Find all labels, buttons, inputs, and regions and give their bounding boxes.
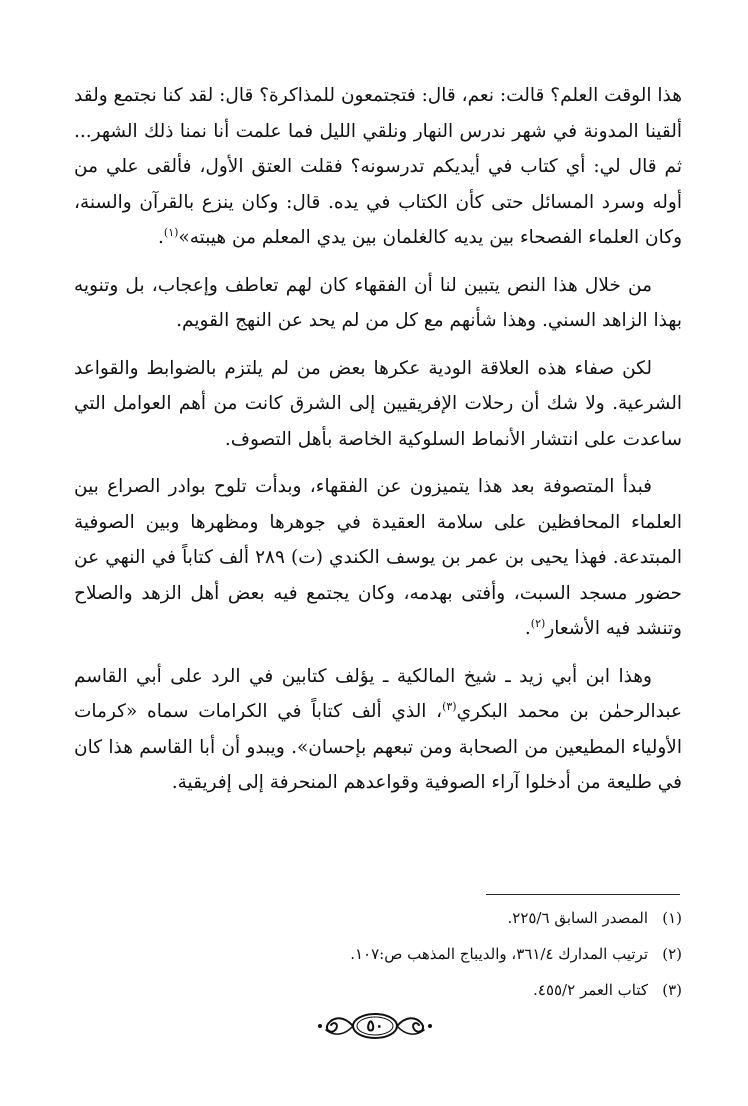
paragraph-4 [74, 469, 682, 647]
footnote-1-number: (١) [662, 909, 682, 927]
paragraph-5-text: وهذا ابن أبي زيد ـ شيخ المالكية ـ يؤلف كتابين في الرد على أبي القاسم عبدالرحمٰن بن محمد البكري [74, 665, 682, 722]
paragraph-2 [74, 268, 682, 339]
footnote-ref-2[interactable]: (٢) [530, 616, 546, 630]
paragraph-3-text: لكن صفاء هذه العلاقة الودية عكرها بعض من لم يلتزم بالضوابط والقواعد الشرعية. ولا شك أن رحلات الإفريقيين إلى الشرق كانت من أهم العوامل التي ساعدت على انتشار الأنماط السلوكية الخاصة بأهل التصوف. [74, 357, 682, 450]
footnote-3 [74, 972, 682, 1008]
footnote-ref-3[interactable]: (٣) [442, 699, 457, 713]
paragraph-5 [74, 659, 682, 801]
paragraph-1 [74, 78, 682, 256]
footnote-2-text: ترتيب المدارك ٣٦١/٤، والديباج المذهب ص:١٠٧. [350, 945, 648, 963]
page-number: ٥٠ [366, 1016, 384, 1035]
footnote-1-text: المصدر السابق ٢٢٥/٦. [507, 909, 648, 927]
footnote-3-number: (٣) [662, 981, 682, 999]
footnote-2 [74, 936, 682, 972]
footnote-1 [74, 900, 682, 936]
paragraph-2-text: من خلال هذا النص يتبين لنا أن الفقهاء كان لهم تعاطف وإعجاب، بل وتنويه بهذا الزاهد السني. وهذا شأنهم مع كل من لم يحد عن النهج القويم. [74, 274, 682, 331]
footnote-2-number: (٢) [662, 945, 682, 963]
footnote-separator [486, 894, 680, 895]
footnote-3-text: كتاب العمر ٤٥٥/٢. [533, 981, 648, 999]
footnotes [74, 900, 682, 1008]
paragraph-3 [74, 351, 682, 458]
paragraph-1-tail: . [158, 227, 164, 248]
paragraph-5-tail: ، الذي ألف كتاباً في الكرامات سماه «كرمات الأولياء المطيعين من الصحابة ومن تبعهم بإحسان». ويبدو أن أبا القاسم هذا كان في طليعة من أدخلوا آراء الصوفية وقواعدهم المنحرفة إلى إفريقية. [74, 701, 682, 793]
paragraph-1-text: هذا الوقت العلم؟ قالت: نعم، قال: فتجتمعون للمذاكرة؟ قال: لقد كنا نجتمع ولقد ألقينا المدونة في شهر ندرس النهار ونلقي الليل فما علمت أنا نمنا ذلك الشهر... ثم قال لي: أي كتاب في أيديكم تدرسونه؟ فقلت العتق الأول، فألقى علي من أوله وسرد المسائل حتى كأن الكتاب في يده. قال: وكان ينزع بالقرآن والسنة، وكان العلماء الفصحاء بين يديه كالغلمان بين يدي المعلم من هيبته» [74, 85, 682, 248]
footnote-ref-1[interactable]: (١) [163, 225, 179, 239]
paragraph-4-text: فبدأ المتصوفة بعد هذا يتميزون عن الفقهاء، وبدأت تلوح بوادر الصراع بين العلماء المحافظين على سلامة العقيدة في جوهرها ومظهرها وبين الصوفية المبتدعة. فهذا يحيى بن عمر بن يوسف الكندي (ت) ٢٨٩ ألف كتاباً في النهي عن حضور مسجد السبت، وأفتى بهدمه، وكان يجتمع فيه بعض أهل الزهد والصلاح وتنشد فيه الأشعار [74, 476, 682, 639]
paragraph-4-tail: . [524, 618, 531, 639]
page-body [74, 78, 682, 813]
page-number-ornament [314, 1008, 436, 1044]
